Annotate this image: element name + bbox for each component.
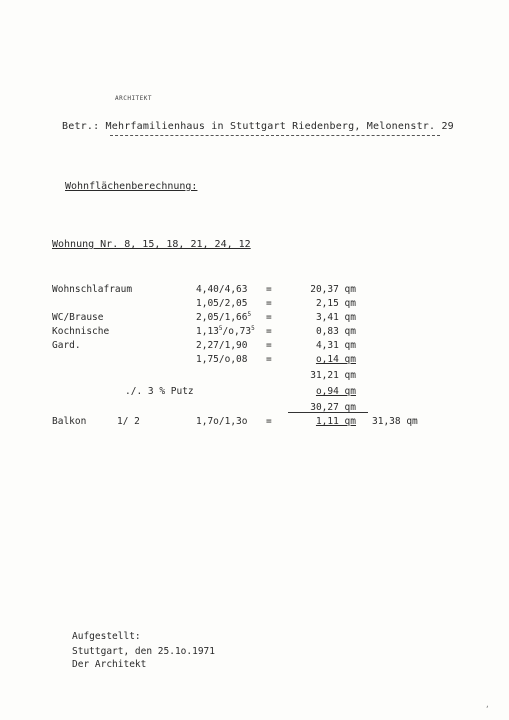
subject-underline — [110, 135, 440, 136]
corner-mark: , — [485, 700, 490, 709]
apartment-numbers: Wohnung Nr. 8, 15, 18, 21, 24, 12 — [52, 239, 251, 250]
section-heading: Wohnflächenberechnung: — [65, 181, 198, 192]
row-value: 2,15 qm — [315, 298, 356, 309]
row-equals: = — [266, 354, 272, 365]
row-dimension: 2,05/1,66$^5$ — [196, 310, 252, 323]
subtotal-value: 31,21 qm — [310, 370, 356, 381]
row-dimension: $1,13^5/o,73^5$ — [196, 324, 255, 337]
row-label: WC/Brause — [52, 312, 104, 323]
row-equals: = — [266, 326, 272, 337]
row-equals: = — [266, 298, 272, 309]
balkon-factor: 1/ 2 — [117, 416, 140, 427]
row-dimension: 1,05/2,05 — [196, 298, 248, 309]
balkon-equals: = — [266, 416, 272, 427]
total-area: 31,38 qm — [372, 416, 418, 427]
row-label: Kochnische — [52, 326, 110, 337]
row-dimension: 2,27/1,90 — [196, 340, 248, 351]
deduction-label: ./. 3 % Putz — [125, 386, 194, 397]
row-value: 0,83 qm — [315, 326, 356, 337]
row-value: 3,41 qm — [315, 312, 356, 323]
row-value: 4,31 qm — [315, 340, 356, 351]
row-value: 20,37 qm — [310, 284, 356, 295]
letterhead-office: ARCHITEKT — [115, 95, 153, 102]
signature-line: Der Architekt — [72, 659, 147, 670]
row-equals: = — [266, 284, 272, 295]
subject-line: Betr.: Mehrfamilienhaus in Stuttgart Riedenberg, Melonenstr. 29 — [62, 121, 454, 132]
balkon-dimension: 1,7o/1,3o — [196, 416, 248, 427]
prepared-label: Aufgestellt: — [72, 631, 141, 642]
row-equals: = — [266, 340, 272, 351]
deduction-value: o,94 qm — [315, 386, 356, 397]
net-rule — [288, 412, 368, 413]
row-label: Wohnschlafraum — [52, 284, 133, 295]
row-equals: = — [266, 312, 272, 323]
place-date: Stuttgart, den 25.1o.1971 — [72, 646, 215, 657]
net-value: 30,27 qm — [310, 402, 356, 413]
row-dimension: 1,75/o,08 — [196, 354, 248, 365]
balkon-label: Balkon — [52, 416, 87, 427]
row-label: Gard. — [52, 340, 81, 351]
balkon-value: 1,11 qm — [315, 416, 356, 427]
row-dimension: 4,40/4,63 — [196, 284, 248, 295]
row-value: o,14 qm — [315, 354, 356, 365]
